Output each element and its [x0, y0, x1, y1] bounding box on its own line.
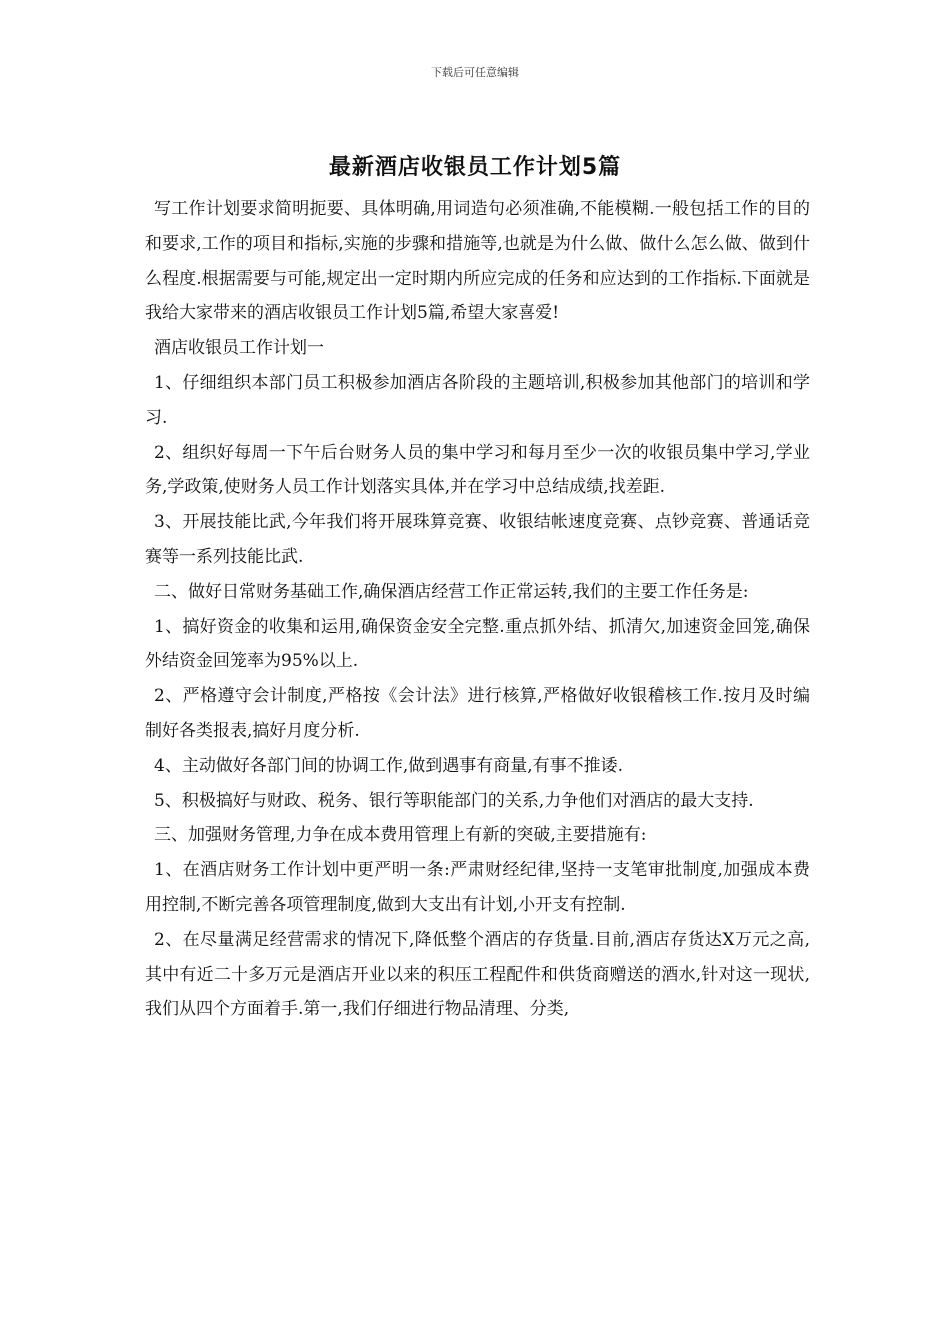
paragraph-item: 1、搞好资金的收集和运用,确保资金安全完整.重点抓外结、抓清欠,加速资金回笼,确保外结资金回笼率为95%以上.: [145, 616, 810, 672]
paragraph-plan-one-heading: 酒店收银员工作计划一: [154, 338, 324, 359]
document-title: 最新酒店收银员工作计划5篇: [328, 155, 622, 180]
paragraph-item: 2、严格遵守会计制度,严格按《会计法》进行核算,严格做好收银稽核工作.按月及时编制好各类报表,搞好月度分析.: [145, 686, 810, 741]
paragraph-item: 1、在酒店财务工作计划中更严明一条:严肃财经纪律,坚持一支笔审批制度,加强成本费用控制,不断完善各项管理制度,做到大支出有计划,小开支有控制.: [145, 860, 810, 915]
document-body: [145, 192, 810, 1027]
paragraph-item: 2、组织好每周一下午后台财务人员的集中学习和每月至少一次的收银员集中学习,学业务,学政策,使财务人员工作计划落实具体,并在学习中总结成绩,找差距.: [145, 442, 810, 498]
page-header-note: 下载后可任意编辑: [431, 66, 519, 79]
paragraph-item: 3、开展技能比武,今年我们将开展珠算竞赛、收银结帐速度竞赛、点钞竞赛、普通话竞赛等一系列技能比武.: [145, 512, 810, 567]
paragraph-section-three: 三、加强财务管理,力争在成本费用管理上有新的突破,主要措施有:: [154, 825, 647, 846]
paragraph-item: 4、主动做好各部门间的协调工作,做到遇事有商量,有事不推诿.: [154, 755, 624, 776]
paragraph-section-two: 二、做好日常财务基础工作,确保酒店经营工作正常运转,我们的主要工作任务是:: [154, 581, 749, 602]
paragraph-item: 2、在尽量满足经营需求的情况下,降低整个酒店的存货量.目前,酒店存货达X万元之高,其中有近二十多万元是酒店开业以来的积压工程配件和供货商赠送的酒水,针对这一现状,我们从四个方面着手.第一,我们仔细进行物品清理、分类,: [145, 929, 810, 1020]
paragraph-intro: 写工作计划要求简明扼要、具体明确,用词造句必须准确,不能模糊.一般包括工作的目的和要求,工作的项目和指标,实施的步骤和措施等,也就是为什么做、做什么怎么做、做到什么程度.根据需要与可能,规定出一定时期内所应完成的任务和应达到的工作指标.下面就是我给大家带来的酒店收银员工作计划5篇,希望大家喜爱!: [145, 199, 810, 324]
paragraph-item: 5、积极搞好与财政、税务、银行等职能部门的关系,力争他们对酒店的最大支持.: [154, 790, 754, 811]
paragraph-item: 1、仔细组织本部门员工积极参加酒店各阶段的主题培训,积极参加其他部门的培训和学习.: [145, 372, 810, 428]
